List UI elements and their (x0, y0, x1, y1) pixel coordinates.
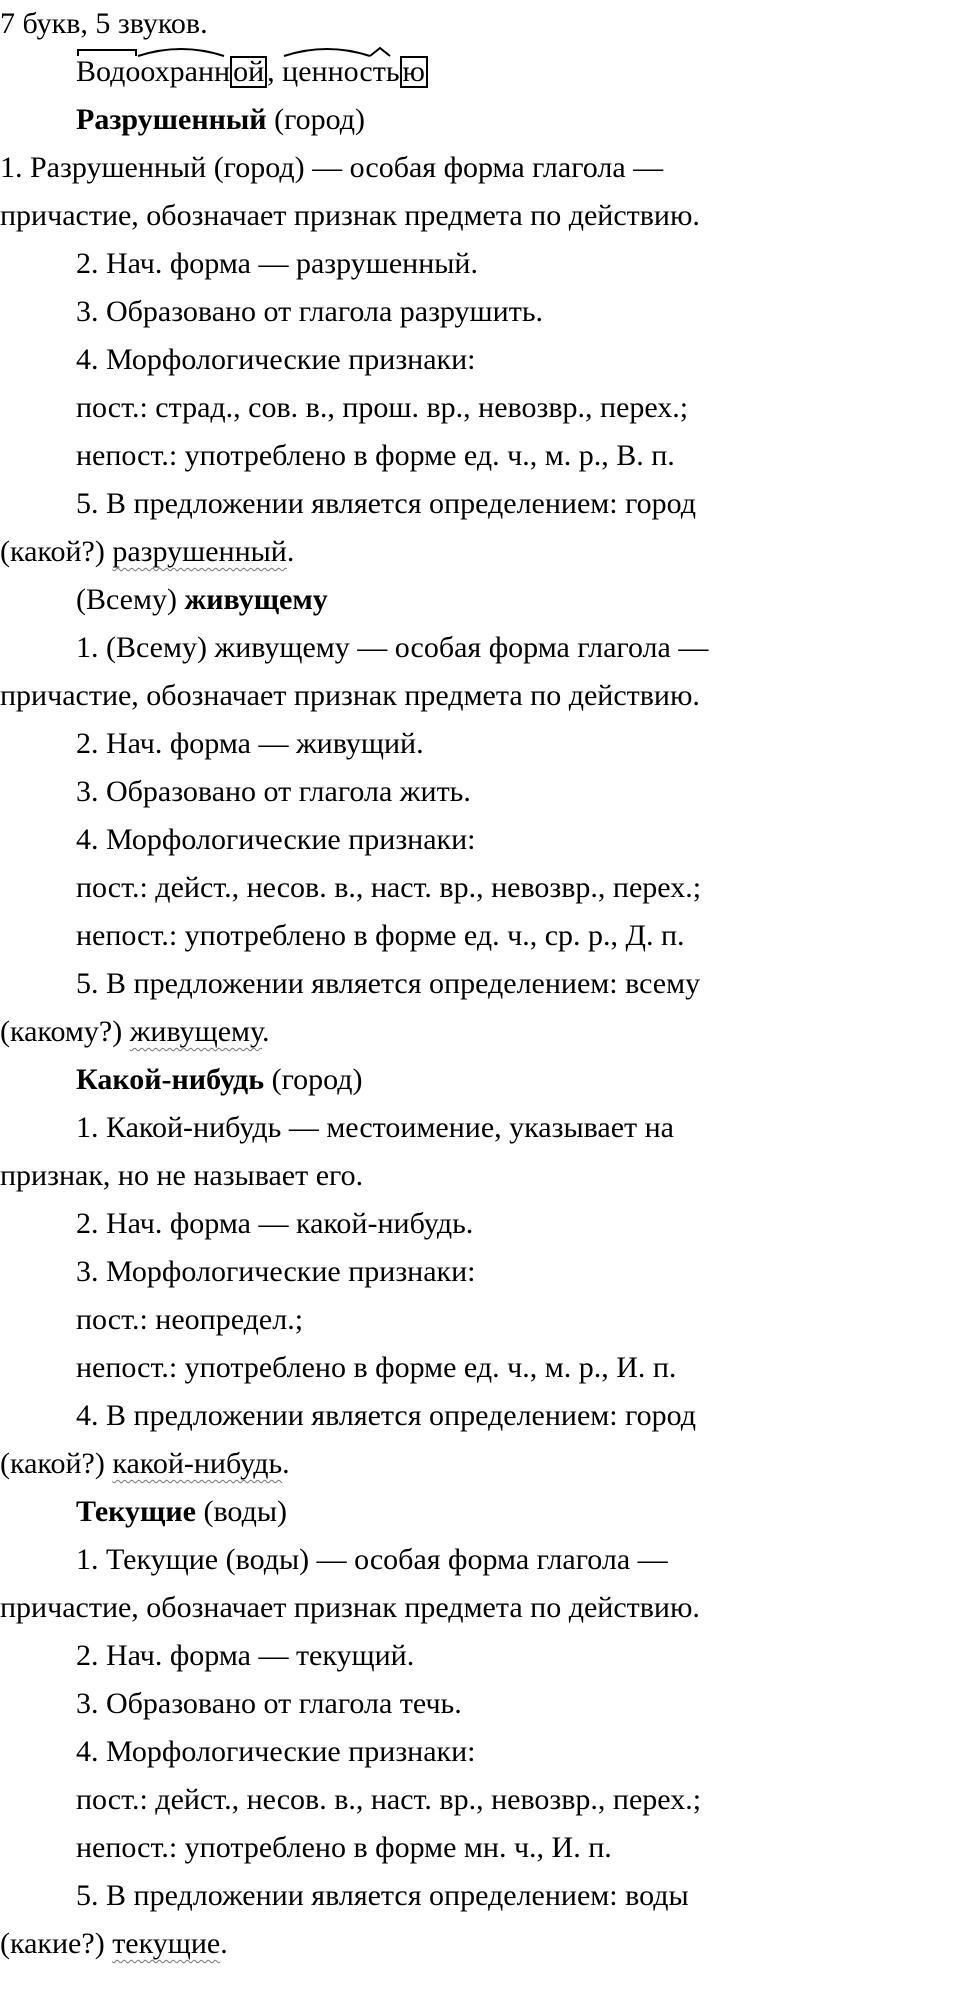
text-line (0, 624, 708, 672)
text-line (0, 1872, 689, 1920)
morpheme-ending-box: ой (230, 56, 267, 88)
morpheme-prefix-part: Водо (76, 55, 141, 88)
line-text: 1. Текущие (воды) — особая форма глагола — (76, 1543, 668, 1576)
line-text: непост.: употреблено в форме ед. ч., м. р., В. п. (76, 439, 675, 472)
underlined-word: живущему (129, 1015, 263, 1048)
heading-rest: (город) (266, 103, 366, 136)
text-line (0, 720, 424, 768)
text-line (0, 528, 294, 576)
line-text: . (262, 1015, 270, 1048)
line-text: 7 букв, 5 звуков. (0, 7, 208, 40)
text-line (0, 1920, 228, 1968)
text-line (0, 288, 543, 336)
underlined-word: текущие (112, 1927, 221, 1960)
text-line (0, 1632, 414, 1680)
line-text: пост.: страд., сов. в., прош. вр., невозвр., перех.; (76, 391, 689, 424)
text-line (0, 960, 700, 1008)
text-line (0, 1392, 696, 1440)
morpheme-arcs-1 (76, 48, 266, 88)
line-text: (какой?) (0, 535, 113, 568)
section-heading (0, 96, 365, 144)
line-text: 3. Образовано от глагола течь. (76, 1687, 462, 1720)
line-text: (какому?) (0, 1015, 130, 1048)
heading-word: Текущие (76, 1495, 196, 1528)
text-line (0, 1248, 476, 1296)
morpheme-word-1 (76, 48, 267, 96)
line-text: пост.: неопредел.; (76, 1303, 304, 1336)
line-text: пост.: дейст., несов. в., наст. вр., невозвр., перех.; (76, 1783, 702, 1816)
line-text: 4. Морфологические признаки: (76, 1735, 476, 1768)
line-text: 5. В предложении является определением: всему (76, 967, 701, 1000)
morpheme-arcs-2 (282, 48, 442, 88)
text-line (0, 1536, 668, 1584)
text-line (0, 240, 478, 288)
line-text: 3. Морфологические признаки: (76, 1255, 476, 1288)
line-text: 2. Нач. форма — какой-нибудь. (76, 1207, 474, 1240)
line-text: 3. Образовано от глагола разрушить. (76, 295, 544, 328)
text-line (0, 1776, 701, 1824)
line-text: 5. В предложении является определением: город (76, 487, 697, 520)
heading-rest: (Всему) (76, 583, 185, 616)
heading-rest: (воды) (195, 1495, 287, 1528)
text-line (0, 432, 675, 480)
text-line (0, 1680, 462, 1728)
morpheme-analysis-line (0, 48, 428, 96)
morpheme-root: ценност (282, 55, 386, 88)
line-text: 5. В предложении является определением: воды (76, 1879, 689, 1912)
section-heading (0, 1488, 287, 1536)
heading-word: живущему (184, 583, 328, 616)
line-text: 4. Морфологические признаки: (76, 343, 476, 376)
line-text: 1. (Всему) живущему — особая форма глагола — (76, 631, 709, 664)
text-line (0, 864, 701, 912)
line-text: 2. Нач. форма — разрушенный. (76, 247, 478, 280)
line-text: пост.: дейст., несов. в., наст. вр., невозвр., перех.; (76, 871, 702, 904)
section-heading (0, 576, 328, 624)
line-text: 1. Какой-нибудь — местоимение, указывает на (76, 1111, 674, 1144)
line-text: (какие?) (0, 1927, 113, 1960)
text-line (0, 1344, 676, 1392)
text-line (0, 912, 685, 960)
morpheme-separator: , (267, 55, 283, 88)
text-line (0, 1104, 674, 1152)
text-line (0, 768, 471, 816)
morpheme-word-2 (282, 48, 428, 96)
text-line (0, 0, 208, 48)
line-text: причастие, обозначает признак предмета по действию. (0, 679, 700, 712)
line-text: 2. Нач. форма — живущий. (76, 727, 424, 760)
underlined-word: какой-нибудь (112, 1447, 283, 1480)
text-line (0, 192, 700, 240)
line-text: признак, но не называет его. (0, 1159, 364, 1192)
line-text: непост.: употреблено в форме ед. ч., ср. р., Д. п. (76, 919, 685, 952)
text-line (0, 1200, 473, 1248)
text-line (0, 1152, 363, 1200)
text-line (0, 1584, 700, 1632)
underlined-word: разрушенный (112, 535, 287, 568)
text-line (0, 1296, 303, 1344)
line-text: непост.: употреблено в форме мн. ч., И. п. (76, 1831, 612, 1864)
heading-rest: (город) (264, 1063, 363, 1096)
morpheme-ending-box: ю (400, 56, 428, 88)
text-line (0, 672, 700, 720)
text-line (0, 480, 696, 528)
text-line (0, 1728, 476, 1776)
line-text: . (220, 1927, 228, 1960)
line-text: (какой?) (0, 1447, 113, 1480)
text-line (0, 1008, 270, 1056)
text-line (0, 1824, 612, 1872)
heading-word: Разрушенный (76, 103, 267, 136)
line-text: 4. В предложении является определением: город (76, 1399, 697, 1432)
text-line (0, 144, 663, 192)
line-text: . (286, 535, 295, 568)
morpheme-root: охран (140, 55, 215, 88)
line-text: . (282, 1447, 290, 1480)
text-line (0, 1440, 290, 1488)
text-line (0, 816, 476, 864)
section-heading (0, 1056, 363, 1104)
line-text: причастие, обозначает признак предмета по действию. (0, 1591, 700, 1624)
morpheme-suffix: н (214, 55, 231, 88)
line-text: причастие, обозначает признак предмета по действию. (0, 199, 700, 232)
line-text: 2. Нач. форма — текущий. (76, 1639, 415, 1672)
line-text: 4. Морфологические признаки: (76, 823, 476, 856)
line-text: 1. Разрушенный (город) — особая форма глагола — (0, 151, 664, 184)
text-line (0, 336, 476, 384)
text-line (0, 384, 688, 432)
morpheme-suffix: ь (385, 55, 400, 88)
heading-word: Какой-нибудь (76, 1063, 265, 1096)
line-text: непост.: употреблено в форме ед. ч., м. р., И. п. (76, 1351, 677, 1384)
line-text: 3. Образовано от глагола жить. (76, 775, 471, 808)
